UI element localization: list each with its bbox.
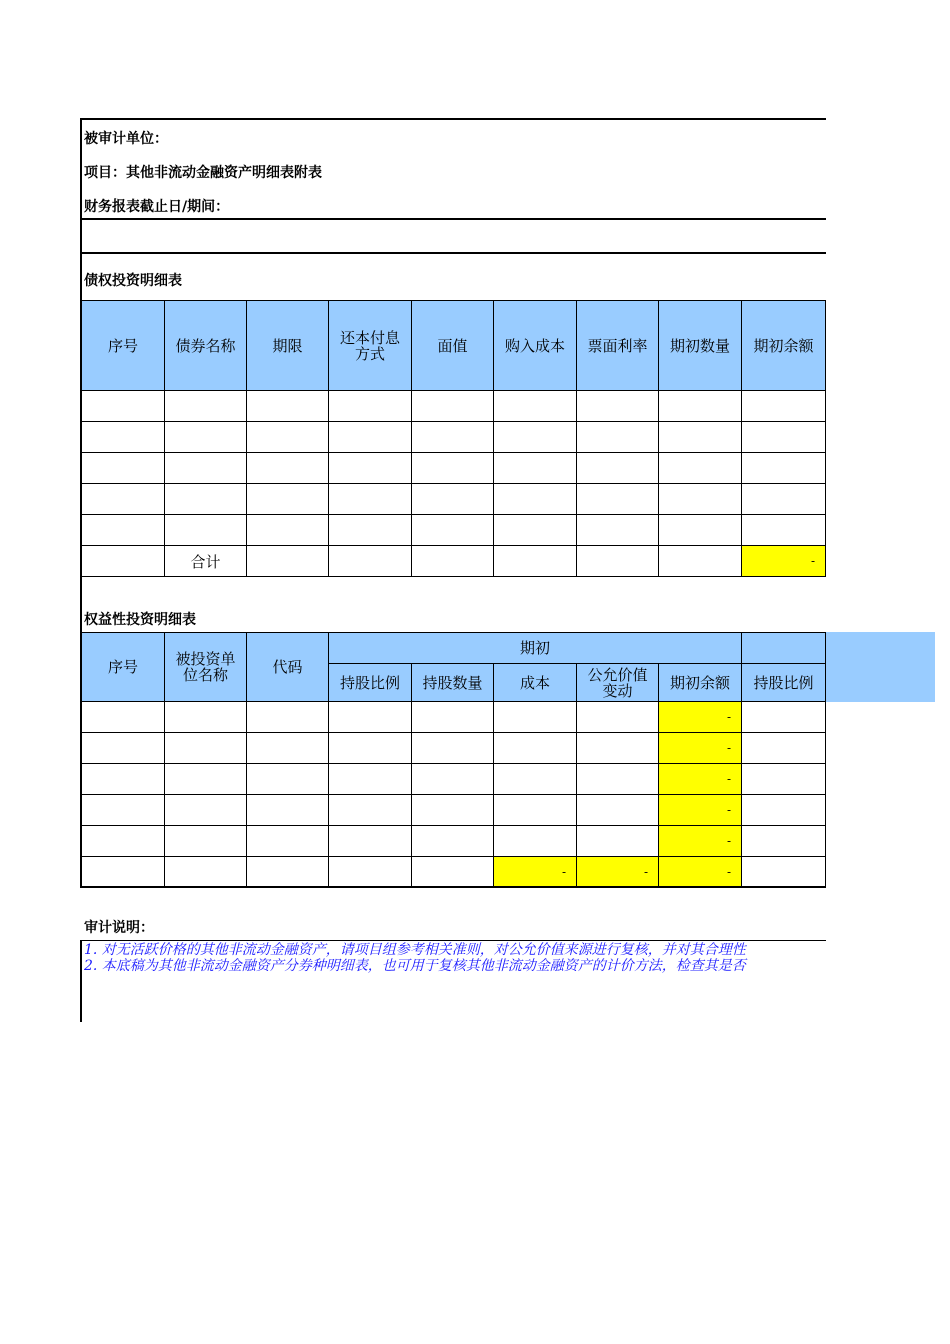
table-row (82, 422, 826, 453)
debt-col-purchase-cost: 购入成本 (494, 301, 577, 391)
cell[interactable] (742, 453, 826, 484)
cell[interactable] (742, 826, 826, 857)
equity-col-investee-name: 被投资单位名称 (165, 633, 247, 702)
cell[interactable] (659, 515, 742, 546)
debt-col-term: 期限 (247, 301, 329, 391)
cell[interactable] (742, 422, 826, 453)
debt-total-row (82, 546, 826, 577)
cell[interactable] (329, 733, 412, 764)
audit-notes-title: 审计说明： (84, 920, 154, 936)
table-row (82, 795, 826, 826)
cell[interactable] (247, 422, 329, 453)
cell[interactable] (247, 702, 329, 733)
cell[interactable] (329, 795, 412, 826)
audited-unit-label: 被审计单位： (84, 131, 168, 147)
cell[interactable] (82, 702, 165, 733)
cell[interactable] (329, 453, 412, 484)
equity-col-seq: 序号 (82, 633, 165, 702)
equity-total-fv-change[interactable]: - (577, 857, 659, 888)
equity-col-holding-qty: 持股数量 (412, 664, 494, 702)
cell[interactable] (412, 515, 494, 546)
cell[interactable] (494, 764, 577, 795)
cell[interactable] (494, 795, 577, 826)
cell[interactable] (742, 702, 826, 733)
equity-col-holding-ratio: 持股比例 (329, 664, 412, 702)
cell[interactable] (577, 826, 659, 857)
cell[interactable] (82, 764, 165, 795)
debt-col-repayment: 还本付息方式 (329, 301, 412, 391)
cell[interactable] (412, 733, 494, 764)
cell[interactable] (577, 702, 659, 733)
project-label: 项目：其他非流动金融资产明细表附表 (84, 165, 322, 181)
cell[interactable] (659, 484, 742, 515)
cell[interactable] (412, 484, 494, 515)
debt-table (81, 300, 826, 577)
debt-col-opening-qty: 期初数量 (659, 301, 742, 391)
table-bottom-border (80, 886, 826, 888)
cell[interactable] (742, 484, 826, 515)
cell[interactable] (247, 826, 329, 857)
cell[interactable] (82, 795, 165, 826)
cell[interactable] (165, 857, 247, 888)
cell[interactable] (742, 391, 826, 422)
equity-total-row (82, 857, 826, 888)
cell[interactable] (494, 702, 577, 733)
table-row (82, 453, 826, 484)
cell[interactable] (412, 453, 494, 484)
cell[interactable] (82, 733, 165, 764)
cell[interactable] (247, 546, 329, 577)
cell[interactable] (165, 733, 247, 764)
cell[interactable] (577, 453, 659, 484)
cell[interactable] (329, 484, 412, 515)
cell[interactable] (165, 422, 247, 453)
cell[interactable] (494, 422, 577, 453)
debt-col-seq: 序号 (82, 301, 165, 391)
cell[interactable] (412, 857, 494, 888)
cell[interactable] (82, 826, 165, 857)
cell[interactable] (247, 795, 329, 826)
cell[interactable] (82, 546, 165, 577)
cell[interactable] (412, 546, 494, 577)
cell[interactable] (247, 515, 329, 546)
equity-header-overflow (825, 632, 935, 702)
cell[interactable] (165, 515, 247, 546)
cell[interactable] (577, 764, 659, 795)
debt-section-title: 债权投资明细表 (84, 273, 182, 289)
notes-left-border (80, 940, 82, 1022)
cell[interactable] (659, 422, 742, 453)
table-row (82, 515, 826, 546)
audit-note-2: 2. 本底稿为其他非流动金融资产分券种明细表，也可用于复核其他非流动金融资产的计价方法，检查其是否 (84, 958, 746, 974)
audit-notes-text (84, 942, 824, 974)
cell[interactable] (577, 391, 659, 422)
cell[interactable] (494, 484, 577, 515)
debt-col-bond-name: 债券名称 (165, 301, 247, 391)
equity-col-opening-balance: 期初余额 (659, 664, 742, 702)
cell[interactable] (165, 391, 247, 422)
opening-balance-cell[interactable]: - (659, 795, 742, 826)
cell[interactable] (494, 826, 577, 857)
cell[interactable] (82, 391, 165, 422)
equity-total-cost[interactable]: - (494, 857, 577, 888)
cell[interactable] (412, 795, 494, 826)
cell[interactable] (165, 764, 247, 795)
opening-balance-cell[interactable]: - (659, 764, 742, 795)
cell[interactable] (329, 702, 412, 733)
cell[interactable] (494, 546, 577, 577)
notes-top-border (80, 940, 826, 941)
cell[interactable] (82, 422, 165, 453)
cell[interactable] (412, 764, 494, 795)
cell[interactable] (577, 515, 659, 546)
debt-col-face-value: 面值 (412, 301, 494, 391)
audit-note-1: 1. 对无活跃价格的其他非流动金融资产，请项目组参考相关准则，对公允价值来源进行复核，并对其合理性 (84, 942, 746, 958)
cell[interactable] (247, 484, 329, 515)
debt-col-opening-balance: 期初余额 (742, 301, 826, 391)
cell[interactable] (412, 391, 494, 422)
table-row (82, 733, 826, 764)
table-row (82, 826, 826, 857)
cell[interactable] (247, 764, 329, 795)
cell[interactable] (742, 733, 826, 764)
cell[interactable] (577, 484, 659, 515)
cell[interactable] (659, 546, 742, 577)
cell[interactable] (82, 453, 165, 484)
cell[interactable] (329, 546, 412, 577)
cell[interactable] (247, 733, 329, 764)
opening-balance-cell[interactable]: - (659, 826, 742, 857)
table-row (82, 764, 826, 795)
cell[interactable] (82, 515, 165, 546)
equity-table (81, 632, 826, 888)
equity-group-opening: 期初 (329, 633, 742, 664)
cell[interactable] (494, 733, 577, 764)
cell[interactable] (247, 453, 329, 484)
cell[interactable] (742, 795, 826, 826)
equity-section-title: 权益性投资明细表 (84, 612, 196, 628)
opening-balance-cell[interactable]: - (659, 733, 742, 764)
cell[interactable] (742, 857, 826, 888)
cell[interactable] (329, 515, 412, 546)
cell[interactable] (494, 453, 577, 484)
cell[interactable] (577, 795, 659, 826)
cell[interactable] (247, 857, 329, 888)
cell[interactable] (329, 391, 412, 422)
cell[interactable] (165, 484, 247, 515)
debt-header-row (82, 301, 826, 391)
cell[interactable] (659, 453, 742, 484)
cell[interactable] (165, 795, 247, 826)
cell[interactable] (165, 702, 247, 733)
equity-total-opening-balance[interactable]: - (659, 857, 742, 888)
cell[interactable] (329, 857, 412, 888)
cell[interactable] (659, 391, 742, 422)
period-label: 财务报表截止日/期间： (84, 199, 230, 215)
cell[interactable] (412, 422, 494, 453)
cell[interactable] (247, 391, 329, 422)
debt-col-coupon-rate: 票面利率 (577, 301, 659, 391)
cell[interactable] (82, 857, 165, 888)
cell[interactable] (742, 515, 826, 546)
opening-balance-cell[interactable]: - (659, 702, 742, 733)
cell[interactable] (165, 826, 247, 857)
cell[interactable] (577, 546, 659, 577)
cell[interactable] (82, 484, 165, 515)
header-divider-2 (80, 252, 826, 254)
equity-col-code: 代码 (247, 633, 329, 702)
cell[interactable] (412, 702, 494, 733)
equity-group-next (742, 633, 826, 664)
cell[interactable] (577, 733, 659, 764)
cell[interactable] (165, 453, 247, 484)
table-row (82, 391, 826, 422)
debt-total-balance[interactable]: - (742, 546, 826, 577)
cell[interactable] (742, 764, 826, 795)
table-row (82, 702, 826, 733)
cell[interactable] (329, 422, 412, 453)
cell[interactable] (412, 826, 494, 857)
header-top-border (80, 118, 826, 120)
table-row (82, 484, 826, 515)
debt-total-label: 合计 (165, 546, 247, 577)
cell[interactable] (329, 764, 412, 795)
header-divider-1 (80, 218, 826, 220)
equity-header-row-1 (82, 633, 826, 664)
cell[interactable] (494, 391, 577, 422)
equity-col-holding-ratio-2: 持股比例 (742, 664, 826, 702)
cell[interactable] (329, 826, 412, 857)
cell[interactable] (577, 422, 659, 453)
cell[interactable] (494, 515, 577, 546)
equity-col-cost: 成本 (494, 664, 577, 702)
equity-col-fv-change: 公允价值变动 (577, 664, 659, 702)
